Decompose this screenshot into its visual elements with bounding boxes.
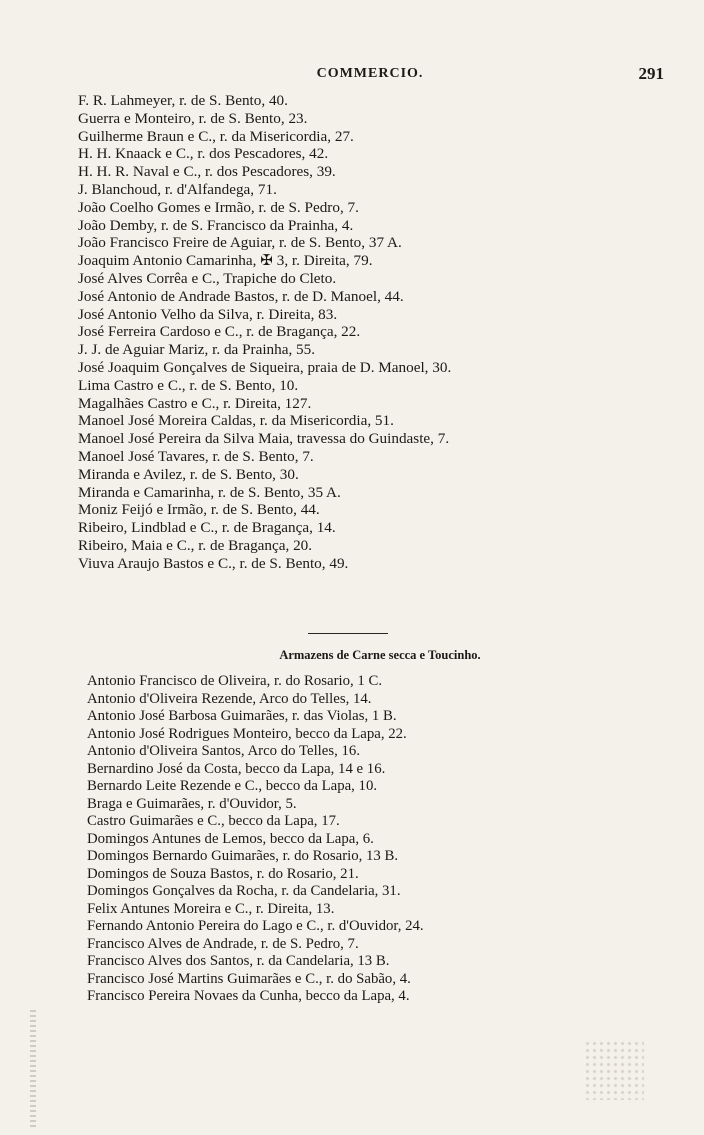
list-item: Antonio d'Oliveira Santos, Arco do Telles, 16. <box>87 743 361 759</box>
list-item: H. H. R. Naval e C., r. dos Pescadores, 39. <box>78 163 336 181</box>
list-item: Bernardo Leite Rezende e C., becco da Lapa, 10. <box>87 778 378 794</box>
page-header <box>80 64 664 88</box>
list-item: Domingos de Souza Bastos, r. do Rosario, 21. <box>87 865 359 882</box>
list-item: Ribeiro, Maia e C., r. de Bragança, 20. <box>78 536 313 554</box>
list-item: Castro Guimarães e C., becco da Lapa, 17. <box>87 813 340 829</box>
list-item: Antonio Francisco de Oliveira, r. do Rosario, 1 C. <box>87 673 383 689</box>
warehouse-list <box>87 673 677 1006</box>
list-item: Domingos Gonçalves da Rocha, r. da Candelaria, 31. <box>87 883 401 899</box>
list-item: José Joaquim Gonçalves de Siqueira, praia de D. Manoel, 30. <box>78 358 452 376</box>
list-item: Viuva Araujo Bastos e C., r. de S. Bento, 49. <box>78 554 349 572</box>
binding-shadow <box>30 1010 36 1130</box>
list-item: João Coelho Gomes e Irmão, r. de S. Pedro, 7. <box>78 198 359 216</box>
list-item: Guilherme Braun e C., r. da Misericordia, 27. <box>78 127 354 145</box>
page-number: 291 <box>638 64 664 83</box>
list-item: Joaquim Antonio Camarinha, ✠ 3, r. Direita, 79. <box>78 252 373 270</box>
list-item: Miranda e Camarinha, r. de S. Bento, 35 A. <box>78 483 341 501</box>
list-item: João Demby, r. de S. Francisco da Prainha, 4. <box>78 216 354 234</box>
list-item: Manoel José Pereira da Silva Maia, travessa do Guindaste, 7. <box>78 430 450 448</box>
list-item: João Francisco Freire de Aguiar, r. de S. Bento, 37 A. <box>78 234 402 252</box>
list-item: J. J. de Aguiar Mariz, r. da Prainha, 55. <box>78 341 316 359</box>
running-title: COMMERCIO. <box>316 66 424 81</box>
list-item: José Antonio Velho da Silva, r. Direita, 83. <box>78 305 338 323</box>
list-item: José Ferreira Cardoso e C., r. de Bragança, 22. <box>78 323 361 341</box>
list-item: Ribeiro, Lindblad e C., r. de Bragança, 14. <box>78 519 336 537</box>
list-item: H. H. Knaack e C., r. dos Pescadores, 42. <box>78 145 329 163</box>
list-item: Felix Antunes Moreira e C., r. Direita, 13. <box>87 900 335 917</box>
list-item: Fernando Antonio Pereira do Lago e C., r. d'Ouvidor, 24. <box>87 918 424 934</box>
list-item: Francisco Alves de Andrade, r. de S. Pedro, 7. <box>87 935 359 952</box>
list-item: Francisco Alves dos Santos, r. da Candelaria, 13 B. <box>87 953 390 969</box>
list-item: Moniz Feijó e Irmão, r. de S. Bento, 44. <box>78 501 320 519</box>
list-item: Francisco Pereira Novaes da Cunha, becco da Lapa, 4. <box>87 988 410 1004</box>
list-item: Bernardino José da Costa, becco da Lapa, 14 e 16. <box>87 760 386 777</box>
list-item: Domingos Bernardo Guimarães, r. do Rosario, 13 B. <box>87 848 399 864</box>
list-item: Braga e Guimarães, r. d'Ouvidor, 5. <box>87 795 297 812</box>
list-item: Magalhães Castro e C., r. Direita, 127. <box>78 394 312 412</box>
list-item: Miranda e Avilez, r. de S. Bento, 30. <box>78 465 299 483</box>
list-item: José Antonio de Andrade Bastos, r. de D. Manoel, 44. <box>78 287 404 305</box>
list-item: F. R. Lahmeyer, r. de S. Bento, 40. <box>78 92 288 109</box>
list-item: Manoel José Moreira Caldas, r. da Misericordia, 51. <box>78 412 394 430</box>
list-item: José Alves Corrêa e C., Trapiche do Cleto. <box>78 269 337 287</box>
list-item: J. Blanchoud, r. d'Alfandega, 71. <box>78 180 277 198</box>
section-divider <box>308 633 388 634</box>
list-item: Domingos Antunes de Lemos, becco da Lapa, 6. <box>87 830 374 847</box>
list-item: Francisco José Martins Guimarães e C., r. do Sabão, 4. <box>87 970 411 987</box>
list-item: Antonio José Rodrigues Monteiro, becco da Lapa, 22. <box>87 725 407 742</box>
list-item: Guerra e Monteiro, r. de S. Bento, 23. <box>78 109 308 127</box>
list-item: Manoel José Tavares, r. de S. Bento, 7. <box>78 447 314 465</box>
list-item: Antonio José Barbosa Guimarães, r. das Violas, 1 B. <box>87 708 397 724</box>
list-item: Antonio d'Oliveira Rezende, Arco do Telles, 14. <box>87 690 372 707</box>
merchant-list <box>78 92 678 573</box>
section-heading: Armazens de Carne secca e Toucinho. <box>279 648 481 662</box>
list-item: Lima Castro e C., r. de S. Bento, 10. <box>78 376 299 394</box>
paper-stain <box>584 1040 644 1100</box>
